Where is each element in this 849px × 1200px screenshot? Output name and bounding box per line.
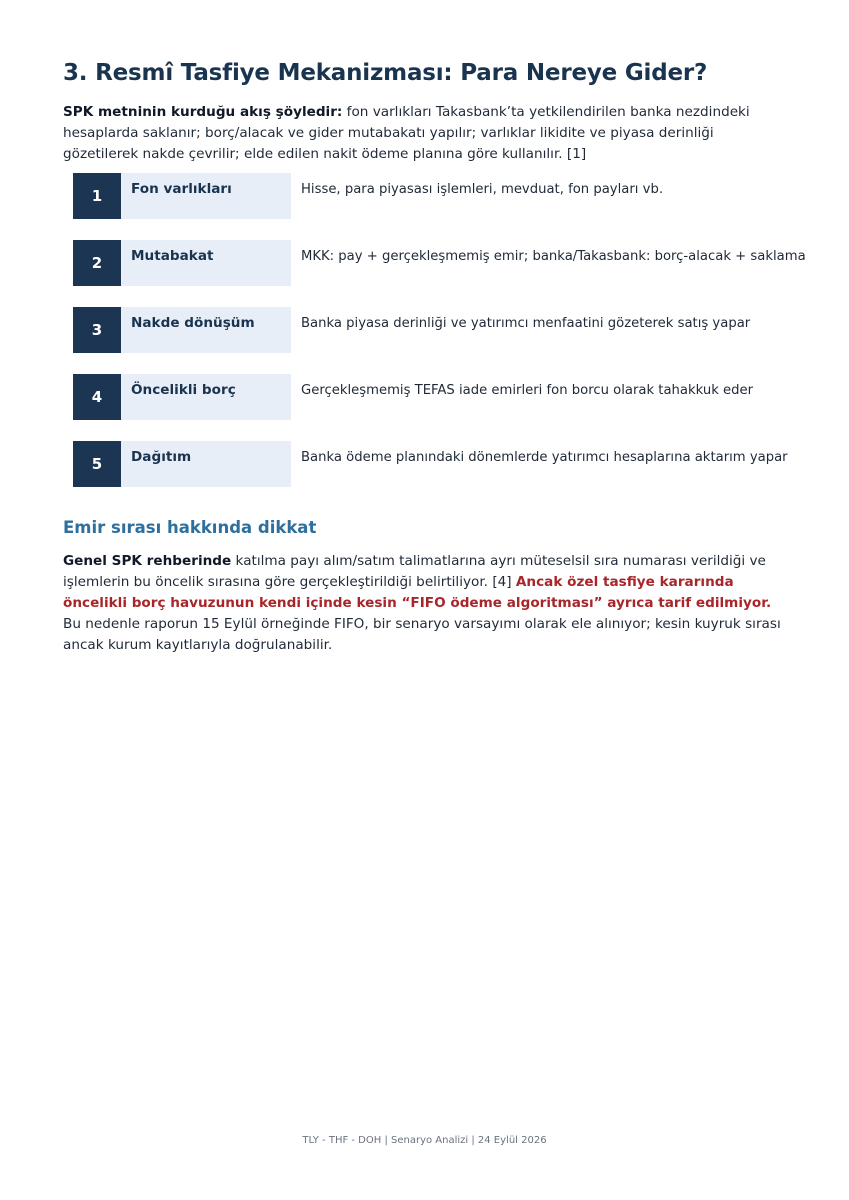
warning-lead: Genel SPK rehberinde [63, 553, 232, 569]
step-description: Banka piyasa derinliği ve yatırımcı menfaatini gözeterek satış yapar [301, 316, 751, 331]
step-row [73, 307, 787, 353]
step-row [73, 173, 787, 219]
warning-heading: Emir sırası hakkında dikkat [63, 518, 317, 537]
step-title: Nakde dönüşüm [121, 307, 291, 353]
warning-text-1: katılma payı alım/satım talimatlarına ayrı müteselsil sıra numarası verildiği ve işlemlerin bu öncelik sırasına göre gerçekleştirildiği belirtiliyor. [4] [63, 553, 766, 590]
step-row [73, 441, 787, 487]
step-title: Öncelikli borç [121, 374, 291, 420]
warning-paragraph [63, 551, 787, 656]
intro-text: fon varlıkları Takasbank’ta yetkilendirilen banka nezdindeki hesaplarda saklanır; borç/alacak ve gider mutabakatı yapılır; varlıklar likidite ve piyasa derinliği gözetilerek nakde çevrilir; elde edilen nakit ödeme planına göre kullanılır. [1] [63, 104, 750, 162]
section-title: 3. Resmî Tasfiye Mekanizması: Para Nereye Gider? [63, 60, 708, 86]
step-number: 1 [73, 173, 121, 219]
step-description: Gerçekleşmemiş TEFAS iade emirleri fon borcu olarak tahakkuk eder [301, 383, 754, 398]
warning-text-2: Bu nedenle raporun 15 Eylül örneğinde FIFO, bir senaryo varsayımı olarak ele alınıyor; kesin kuyruk sırası ancak kurum kayıtlarıyla doğrulanabilir. [63, 616, 781, 653]
warning-highlight: Ancak özel tasfiye kararında öncelikli borç havuzunun kendi içinde kesin “FIFO ödeme algoritması” ayrıca tarif edilmiyor. [63, 574, 772, 611]
intro-lead: SPK metninin kurduğu akış şöyledir: [63, 104, 343, 120]
step-description: MKK: pay + gerçekleşmemiş emir; banka/Takasbank: borç-alacak + saklama [301, 249, 806, 264]
step-title: Mutabakat [121, 240, 291, 286]
step-title: Fon varlıkları [121, 173, 291, 219]
step-number: 3 [73, 307, 121, 353]
step-row [73, 240, 806, 286]
step-row [73, 374, 787, 420]
step-number: 5 [73, 441, 121, 487]
step-description: Banka ödeme planındaki dönemlerde yatırımcı hesaplarına aktarım yapar [301, 450, 788, 465]
intro-paragraph [63, 102, 787, 165]
step-title: Dağıtım [121, 441, 291, 487]
step-number: 2 [73, 240, 121, 286]
step-number: 4 [73, 374, 121, 420]
step-description: Hisse, para piyasası işlemleri, mevduat, fon payları vb. [301, 182, 664, 197]
page-footer: TLY - THF - DOH | Senaryo Analizi | 24 Eylül 2026 [302, 1135, 547, 1146]
process-steps [73, 173, 806, 508]
